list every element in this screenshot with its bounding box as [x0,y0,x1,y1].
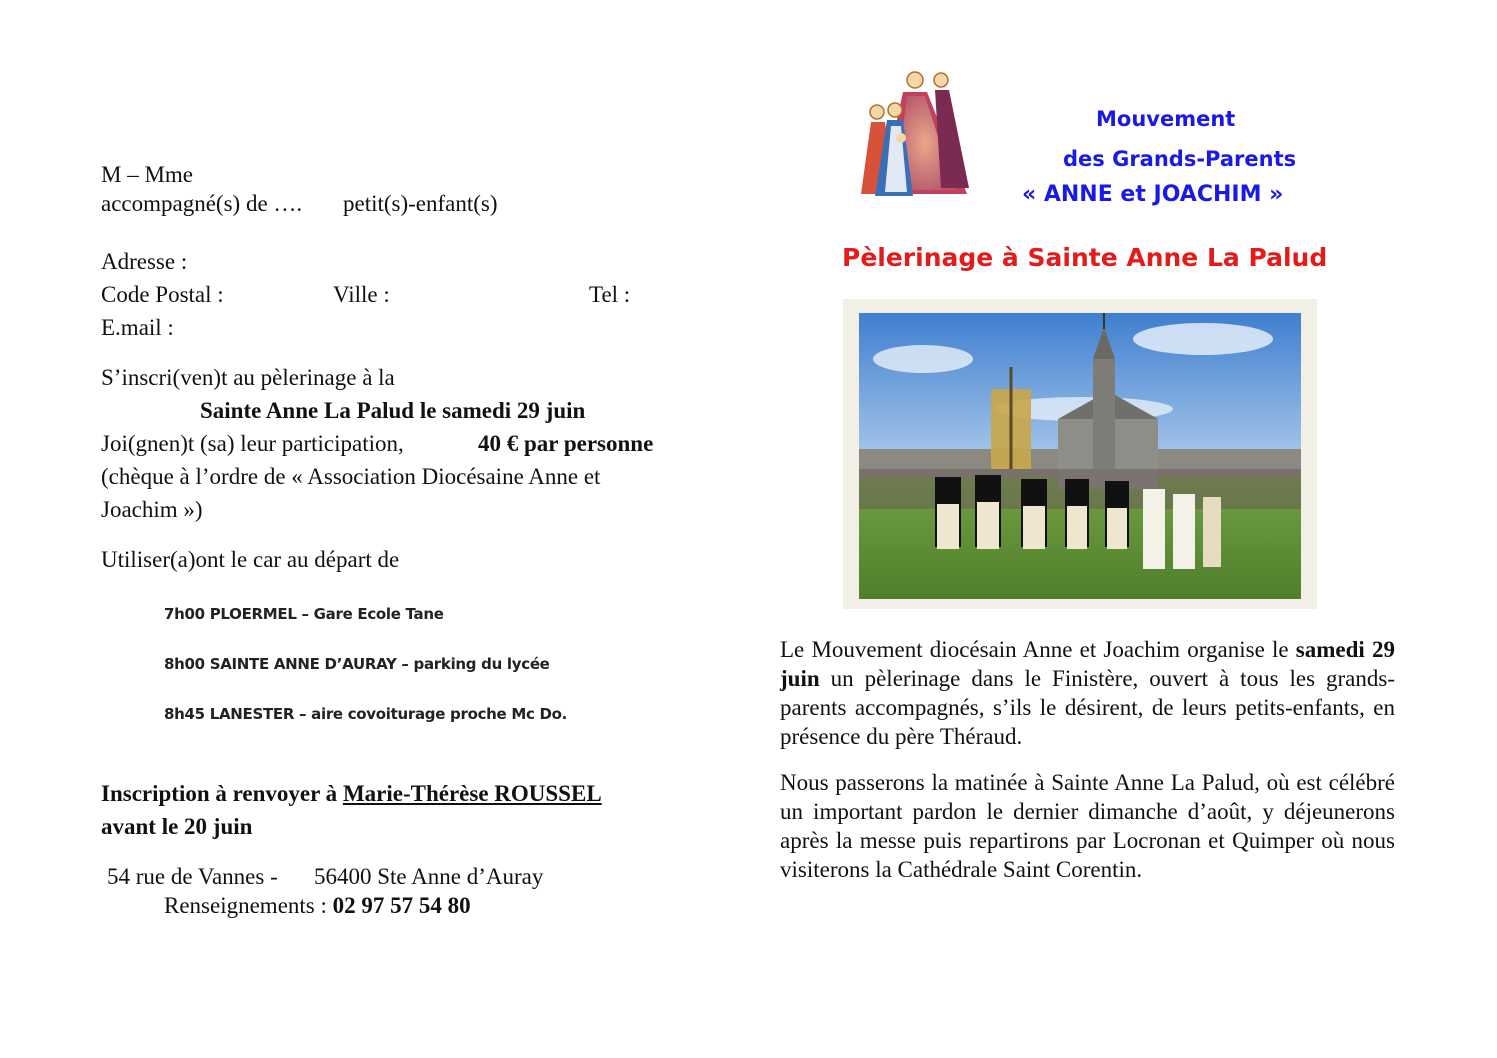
car-line: Utiliser(a)ont le car au départ de [101,547,400,572]
header-grands-parents: des Grands-Parents [1063,147,1297,171]
depart-item: 8h00 SAINTE ANNE D’AURAY – parking du lycée [164,655,550,673]
deadline-line: avant le 20 juin [101,814,253,839]
intro-date: samedi 29 juin [780,637,1395,691]
renvoi-label: Inscription à renvoyer à [101,781,338,806]
accompagne-label: accompagné(s) de …. [101,191,303,216]
cheque-line-1: (chèque à l’ordre de « Association Diocésaine Anne et [101,464,601,489]
intro-text-b: un pèlerinage dans le Finistère, ouvert à tous les grands-parents accompagnés, s’ils le désirent, de leurs petits-enfants, en présence du père Théraud. [780,666,1396,749]
email-label: E.mail : [101,315,174,340]
program-paragraph: Nous passerons la matinée à Sainte Anne La Palud, où est célébré un important pardon le dernier dimanche d’août, y déjeunerons après la messe puis repartirons par Locronan et Quimper où nous visiterons la Cathédrale Saint Corentin. [780,770,1395,882]
header-mouvement: Mouvement [1096,107,1236,131]
depart-item: 7h00 PLOERMEL – Gare Ecole Tane [164,605,444,623]
city-address: 56400 Ste Anne d’Auray [314,864,544,889]
procession-photo [843,299,1317,609]
tel-label: Tel : [589,282,631,307]
form-title-line: M – Mme [101,162,193,187]
petits-enfants-label: petit(s)-enfant(s) [343,191,498,216]
intro-text-a: Le Mouvement diocésain Anne et Joachim organise le [780,637,1289,662]
price-text: 40 € par personne [478,431,654,456]
phone-number: 02 97 57 54 80 [332,893,471,918]
cheque-line-2: Joachim ») [101,497,203,522]
inscription-line: S’inscri(ven)t au pèlerinage à la [101,365,395,390]
info-label: Renseignements : [164,893,327,918]
info-line [164,891,471,921]
code-postal-label: Code Postal : [101,282,224,307]
renvoi-line [101,779,602,809]
header-anne-joachim: « ANNE et JOACHIM » [1022,182,1284,207]
participation-line: Joi(gnen)t (sa) leur participation, [101,431,404,456]
street-address: 54 rue de Vannes - [107,864,278,889]
adresse-label: Adresse : [101,249,188,274]
renvoi-name: Marie-Thérèse ROUSSEL [342,781,602,806]
page-title: Pèlerinage à Sainte Anne La Palud [842,243,1328,272]
ville-label: Ville : [333,282,390,307]
holy-family-logo [855,66,975,200]
event-line: Sainte Anne La Palud le samedi 29 juin [200,398,586,423]
intro-paragraph [780,635,1395,751]
depart-item: 8h45 LANESTER – aire covoiturage proche Mc Do. [164,705,568,723]
